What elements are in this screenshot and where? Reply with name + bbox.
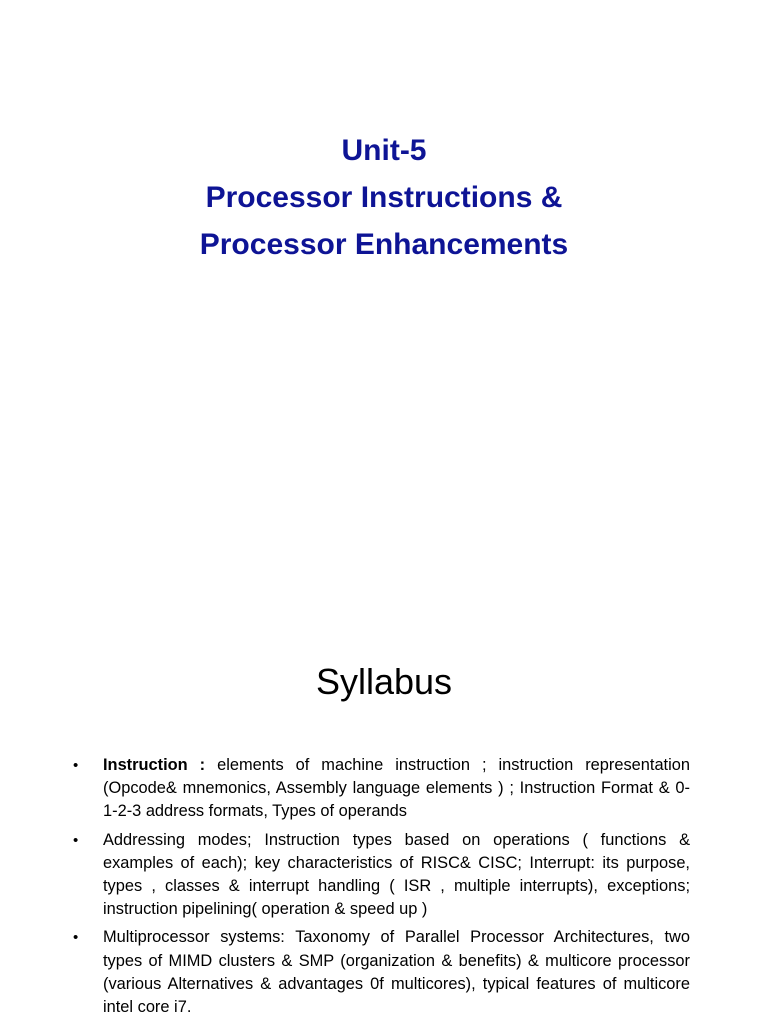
bullet-text: Addressing modes; Instruction types based on operations ( functions & examples of each); key characteristics of RISC& CISC; Interrupt: its purpose, types , classes & interrupt handling ( ISR , multiple interrupts), exceptions; instruction pipelining( operation & speed up ) <box>103 830 690 919</box>
bullet-icon: • <box>73 831 79 849</box>
syllabus-bullet-instruction <box>70 754 690 824</box>
syllabus-bullet-addressing-modes <box>70 829 690 922</box>
syllabus-slide <box>0 618 768 1024</box>
bullet-icon: • <box>73 757 79 774</box>
unit-title <box>0 127 768 268</box>
bullet-lead-label: Instruction : <box>103 756 206 774</box>
title-line-processor-enhancements: Processor Enhancements <box>199 228 569 261</box>
title-line-unit: Unit-5 <box>341 134 427 167</box>
syllabus-bullet-list <box>70 754 690 1024</box>
syllabus-heading: Syllabus <box>315 661 453 702</box>
title-line-processor-instructions: Processor Instructions & <box>205 181 563 214</box>
bullet-text: elements of machine instruction ; instruction representation (Opcode& mnemonics, Assembly language elements ) ; Instruction Format & 0-1-2-3 address formats, Types of operands <box>103 756 690 821</box>
bullet-icon: • <box>73 929 79 947</box>
syllabus-bullet-multiprocessor <box>70 926 690 1019</box>
bullet-text: Multiprocessor systems: Taxonomy of Parallel Processor Architectures, two types of MIMD clusters & SMP (organization & benefits) & multicore processor (various Alternatives & advantages 0f multicores), typical features of multicore intel core i7. <box>103 928 690 1017</box>
